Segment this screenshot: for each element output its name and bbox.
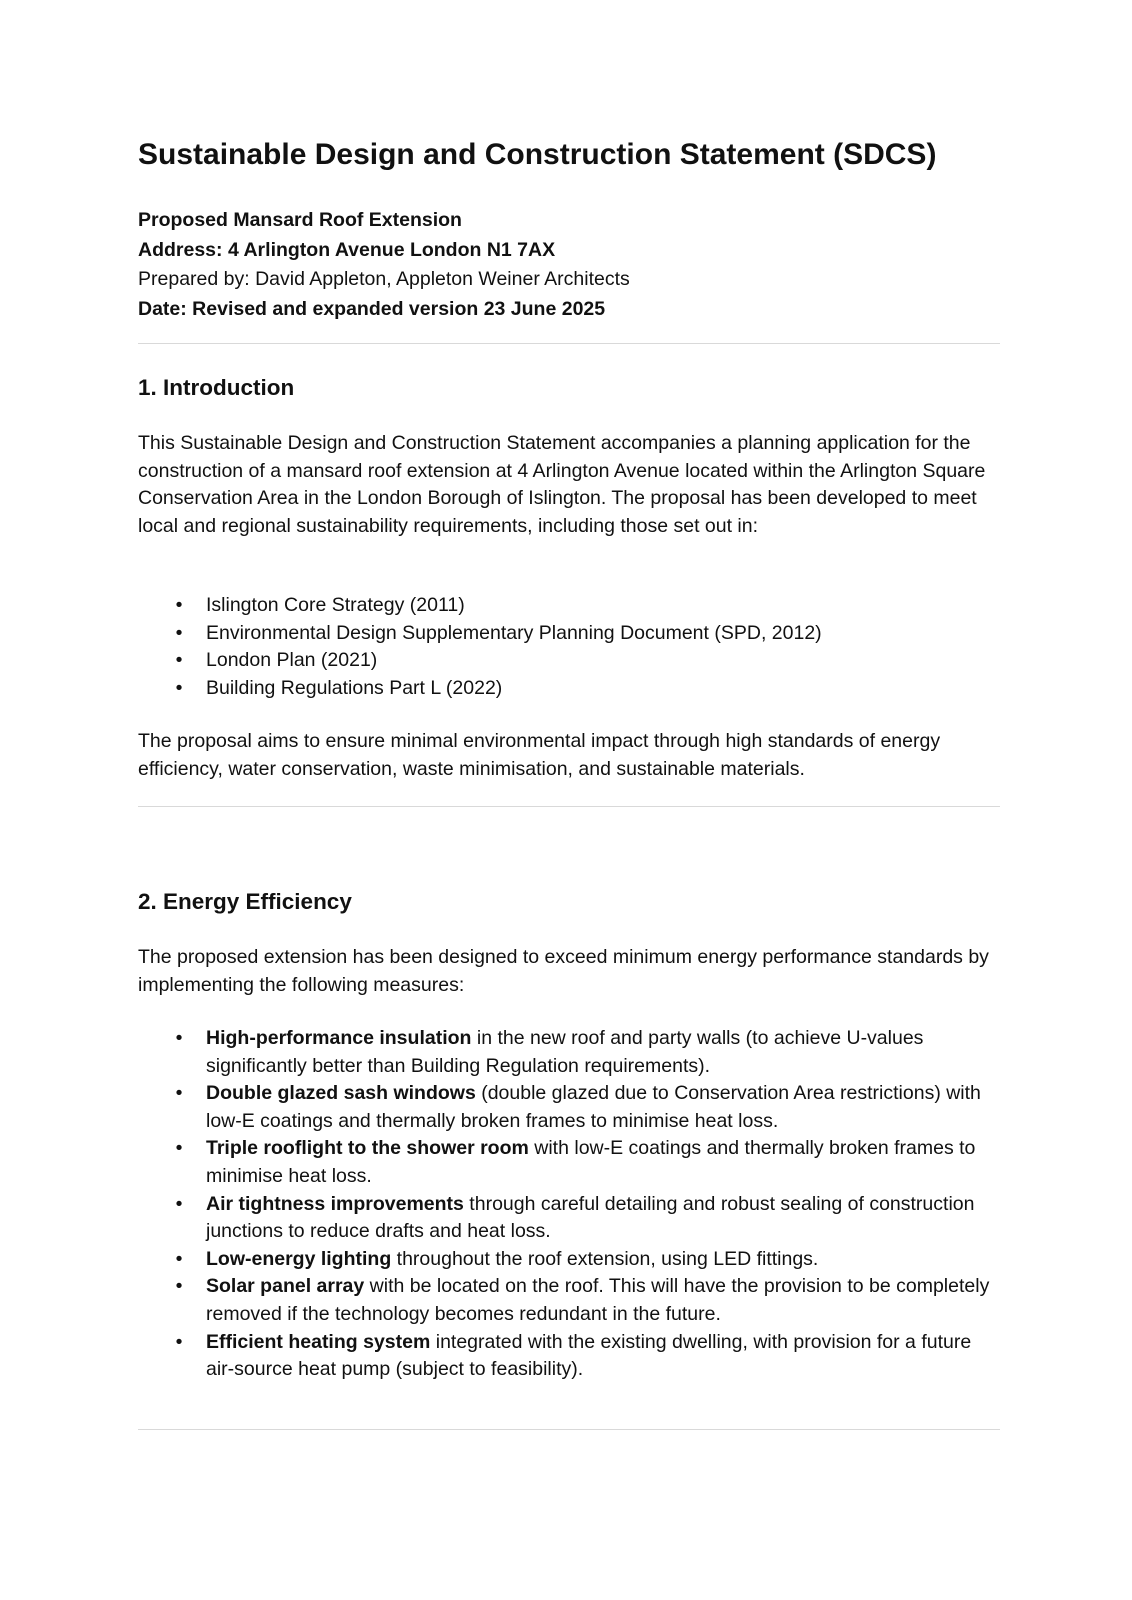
- bullet-icon: •: [175, 676, 183, 699]
- bullet-icon: •: [175, 621, 183, 644]
- bullet-icon: •: [175, 1330, 183, 1353]
- measure-title: Efficient heating system: [206, 1330, 431, 1353]
- project-address: Address: 4 Arlington Avenue London N1 7AX: [138, 238, 556, 261]
- document-date: Date: Revised and expanded version 23 June 2025: [138, 297, 606, 320]
- measure-title: Low-energy lighting: [206, 1247, 392, 1270]
- divider: [138, 343, 1000, 344]
- list-item: [138, 1025, 1000, 1080]
- introduction-paragraph: This Sustainable Design and Construction Statement accompanies a planning application for the construction of a mansard roof extension at 4 Arlington Avenue located within the Arlington Square Conservation Area in the London Borough of Islington. The proposal has been developed to meet local and regional sustainability requirements, including those set out in:: [138, 432, 986, 537]
- measure-text: in the new roof and party walls (to achieve U-values significantly better than Building Regulation requirements).: [206, 1027, 924, 1077]
- measure-text: with be located on the roof. This will have the provision to be completely removed if the technology becomes redundant in the future.: [206, 1275, 990, 1325]
- document-meta: [138, 206, 630, 324]
- bullet-icon: •: [175, 1137, 183, 1160]
- policy-item-text: Environmental Design Supplementary Planning Document (SPD, 2012): [206, 621, 822, 644]
- document-page: [138, 0, 1000, 1600]
- project-name: Proposed Mansard Roof Extension: [138, 209, 462, 231]
- measure-text: through careful detailing and robust sealing of construction junctions to reduce drafts and heat loss.: [206, 1192, 975, 1243]
- section-heading-energy-efficiency: 2. Energy Efficiency: [138, 889, 352, 914]
- list-item: [138, 675, 1000, 703]
- measure-text: (double glazed due to Conservation Area restrictions) with low-E coatings and thermally broken frames to minimise heat loss.: [206, 1082, 981, 1132]
- list-item: [138, 592, 1000, 620]
- measure-text: with low-E coatings and thermally broken frames to minimise heat loss.: [206, 1137, 976, 1187]
- section-heading-introduction: 1. Introduction: [138, 375, 295, 400]
- bullet-icon: •: [175, 1027, 183, 1049]
- policy-item-text: Islington Core Strategy (2011): [206, 594, 465, 616]
- bullet-icon: •: [175, 1192, 183, 1215]
- policy-item-text: London Plan (2021): [206, 649, 378, 672]
- list-item: [138, 647, 1000, 675]
- bullet-icon: •: [175, 649, 183, 672]
- policy-list: [138, 592, 1000, 702]
- bullet-icon: •: [175, 1247, 183, 1270]
- measure-title: Solar panel array: [206, 1275, 365, 1298]
- measure-title: High-performance insulation: [206, 1027, 472, 1049]
- energy-efficiency-paragraph: The proposed extension has been designed to exceed minimum energy performance standards by implementing the following measures:: [138, 946, 989, 996]
- list-item: [138, 1080, 1000, 1135]
- bullet-icon: •: [175, 1082, 183, 1105]
- measure-title: Air tightness improvements: [206, 1192, 464, 1215]
- divider: [138, 1429, 1000, 1430]
- measure-title: Triple rooflight to the shower room: [206, 1137, 529, 1160]
- list-item: [138, 1191, 1000, 1246]
- list-item: [138, 1246, 1000, 1274]
- bullet-icon: •: [175, 1275, 183, 1298]
- bullet-icon: •: [175, 594, 183, 616]
- document-title: Sustainable Design and Construction Statement (SDCS): [138, 138, 937, 171]
- measure-text: integrated with the existing dwelling, with provision for a future air-source heat pump (subject to feasibility).: [206, 1330, 972, 1381]
- measure-text: throughout the roof extension, using LED fittings.: [391, 1247, 819, 1270]
- list-item: [138, 1135, 1000, 1190]
- introduction-closing-paragraph: The proposal aims to ensure minimal environmental impact through high standards of energy efficiency, water conservation, waste minimisation, and sustainable materials.: [138, 730, 941, 780]
- list-item: [138, 1273, 1000, 1328]
- prepared-by: Prepared by: David Appleton, Appleton Weiner Architects: [138, 268, 630, 290]
- energy-measures-list: [138, 1025, 1000, 1384]
- list-item: [138, 1329, 1000, 1384]
- measure-title: Double glazed sash windows: [206, 1082, 476, 1105]
- policy-item-text: Building Regulations Part L (2022): [206, 676, 503, 699]
- divider: [138, 806, 1000, 807]
- list-item: [138, 620, 1000, 648]
